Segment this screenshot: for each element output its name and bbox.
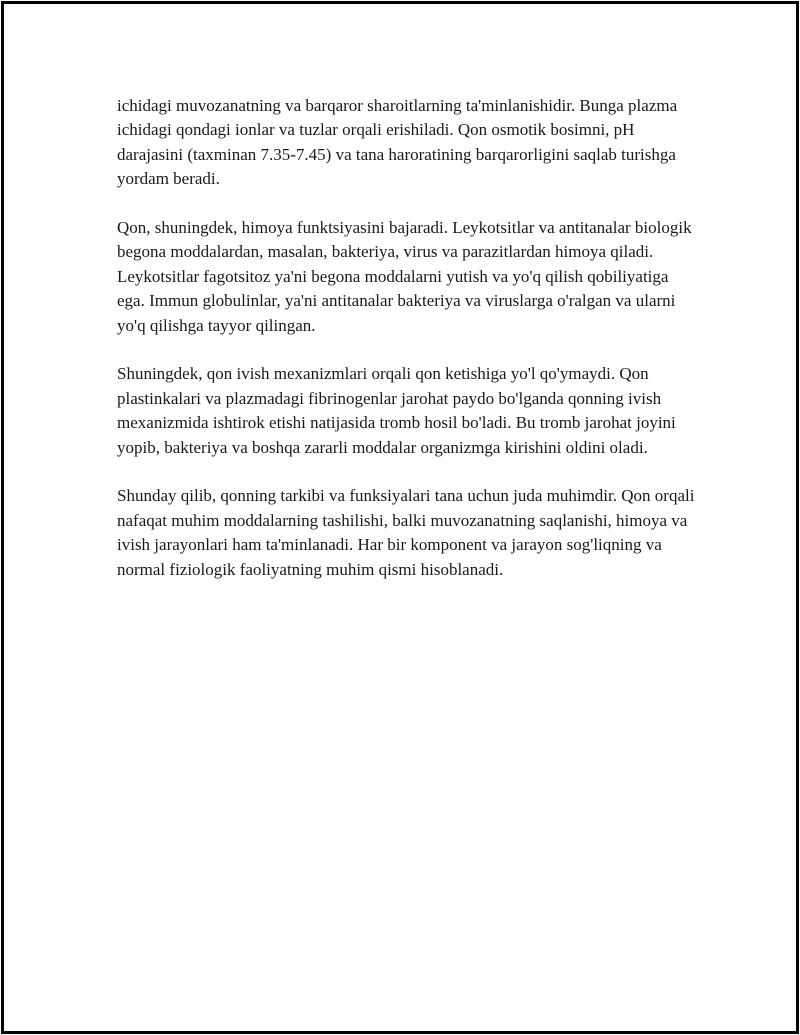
document-page xyxy=(1,1,799,1034)
paragraph-protection: Qon, shuningdek, himoya funktsiyasini bajaradi. Leykotsitlar va antitanalar biologik begona moddalardan, masalan, bakteriya, virus va parazitlardan himoya qiladi. Leykotsitlar fagotsitoz ya'ni begona moddalarni yutish va yo'q qilish qobiliyatiga ega. Immun globulinlar, ya'ni antitanalar bakteriya va viruslarga o'ralgan va ularni yo'q qilishga tayyor qilingan. xyxy=(117,218,692,335)
paragraph-conclusion: Shunday qilib, qonning tarkibi va funksiyalari tana uchun juda muhimdir. Qon orqali nafaqat muhim moddalarning tashilishi, balki muvozanatning saqlanishi, himoya va ivish jarayonlari ham ta'minlanadi. Har bir komponent va jarayon sog'liqning va normal fiziologik faoliyatning muhim qismi hisoblanadi. xyxy=(117,486,695,579)
document-body xyxy=(117,94,697,606)
paragraph-coagulation: Shuningdek, qon ivish mexanizmlari orqali qon ketishiga yo'l qo'ymaydi. Qon plastinkalari va plazmadagi fibrinogenlar jarohat paydo bo'lganda qonning ivish mexanizmida ishtirok etishi natijasida tromb hosil bo'ladi. Bu tromb jarohat joyini yopib, bakteriya va boshqa zararli moddalar organizmga kirishini oldini oladi. xyxy=(117,364,676,457)
paragraph-homeostasis: ichidagi muvozanatning va barqaror sharoitlarning ta'minlanishidir. Bunga plazma ichidagi qondagi ionlar va tuzlar orqali erishiladi. Qon osmotik bosimni, pH darajasini (taxminan 7.35-7.45) va tana haroratining barqarorligini saqlab turishga yordam beradi. xyxy=(117,96,678,189)
